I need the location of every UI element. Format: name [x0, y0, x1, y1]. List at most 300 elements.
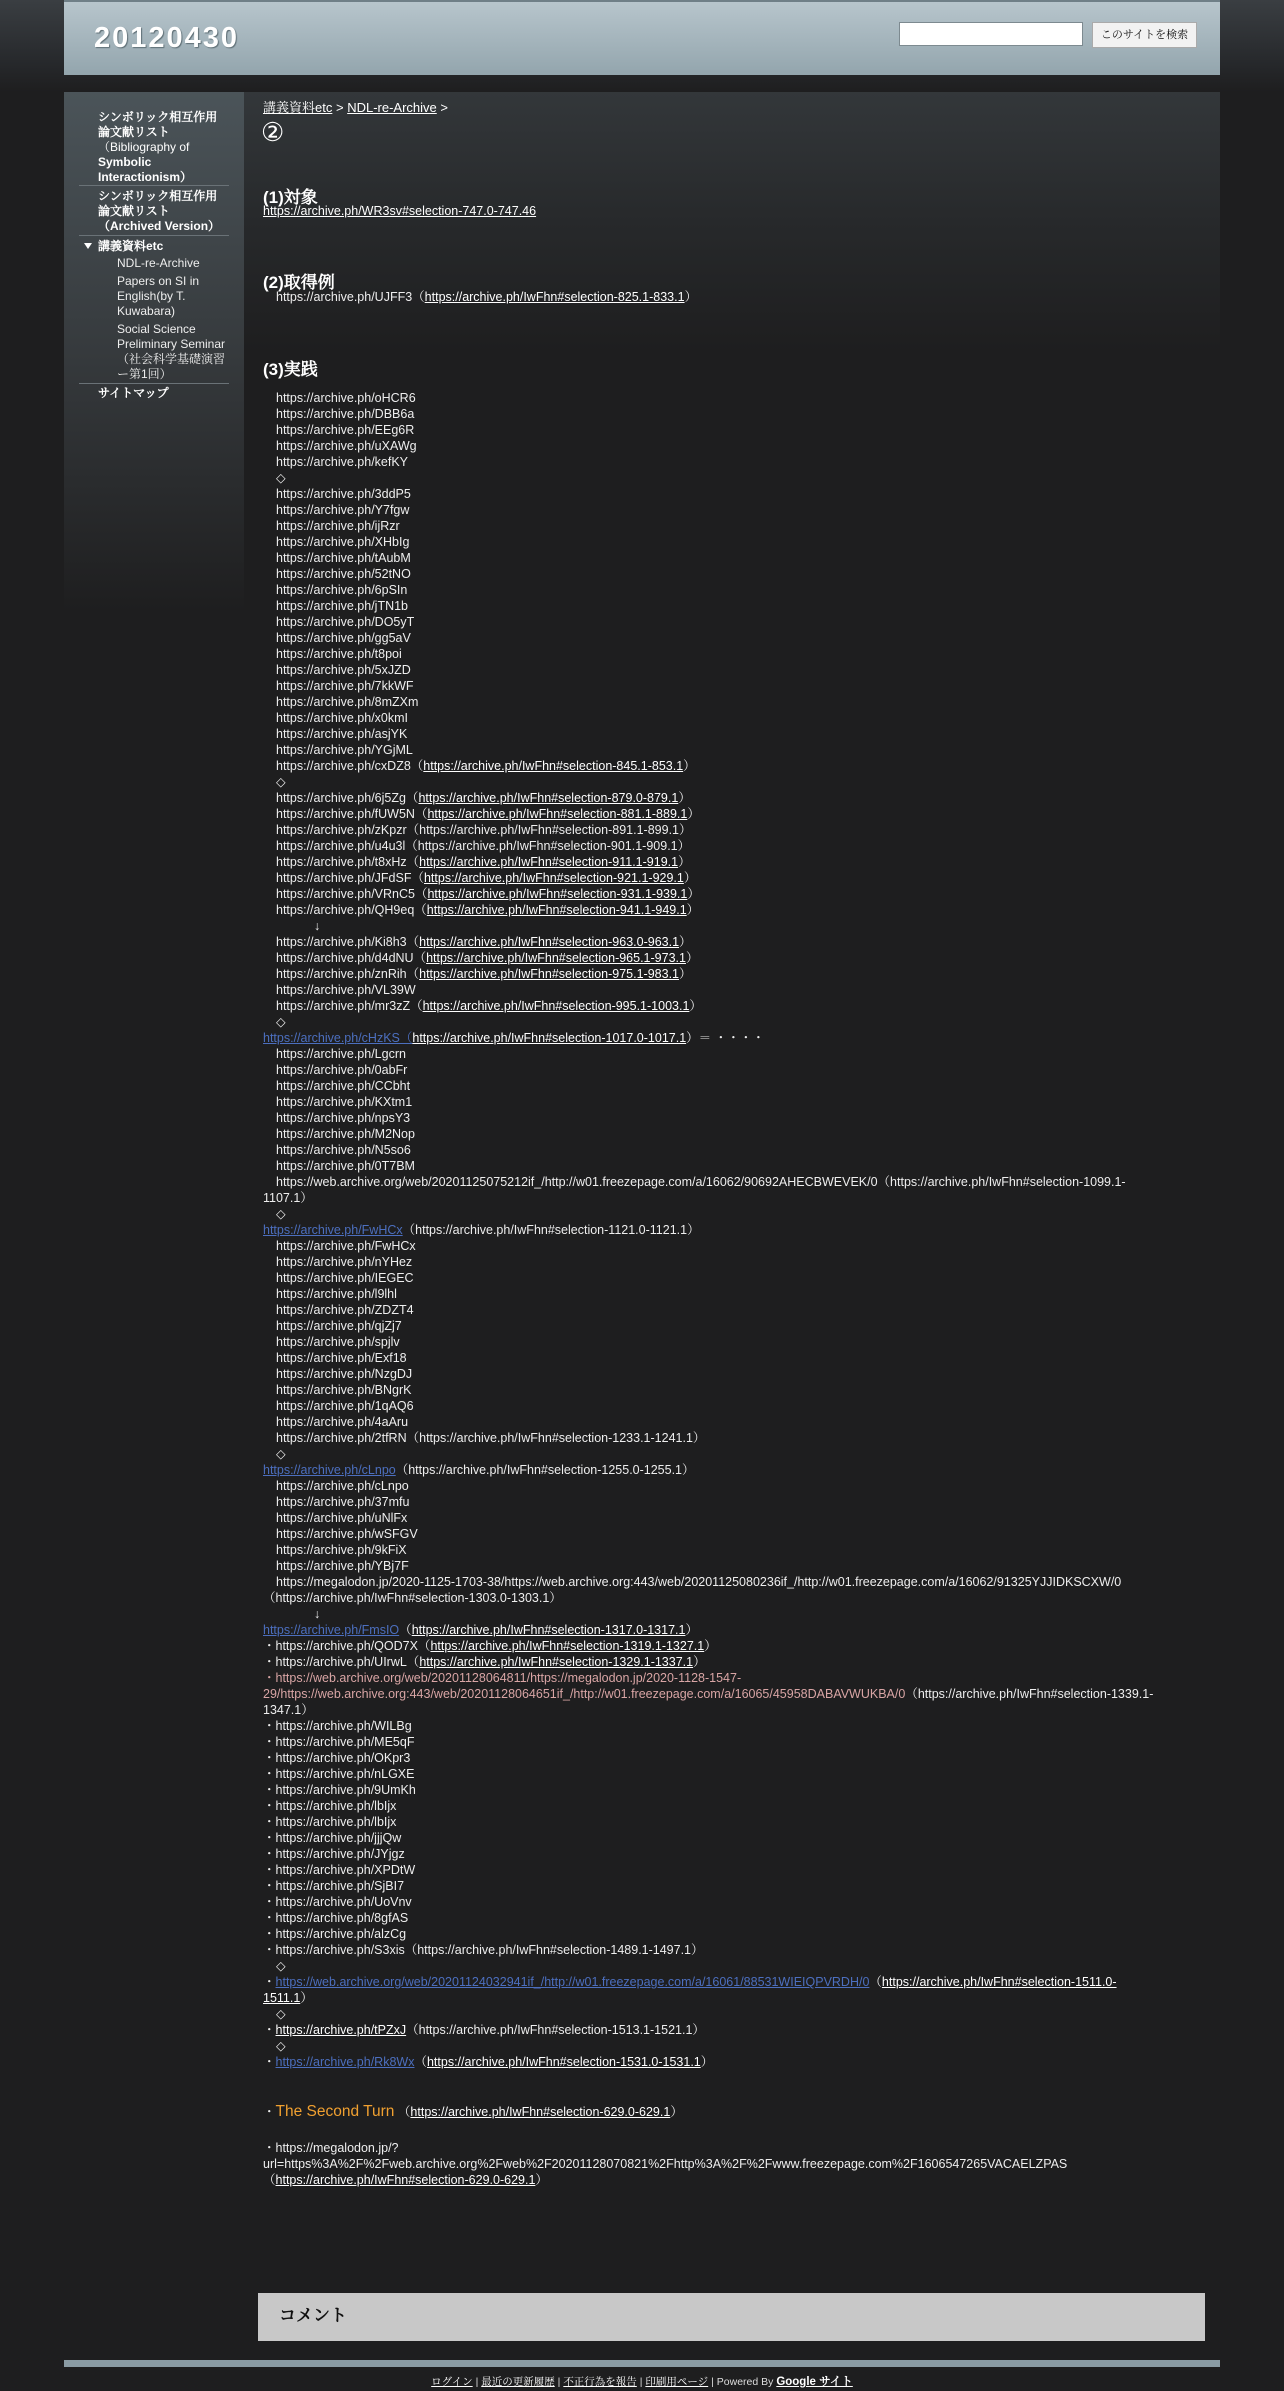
list-item [263, 902, 699, 918]
list-item [263, 1302, 414, 1318]
list-item-text: https://archive.ph/l9lhl [276, 1287, 397, 1301]
list-item [263, 390, 416, 406]
list-item-text: https://archive.ph/u4u3l（https://archive.ph/IwFhn#selection-901.1-909.1） [276, 839, 691, 853]
list-item-text: ・https://archive.ph/alzCg [263, 1927, 407, 1941]
list-item [263, 1878, 404, 1894]
list-item-text: https://archive.ph/znRih（ [276, 967, 420, 981]
list-item-text: https://archive.ph/qjZj7 [276, 1319, 402, 1333]
punctuation: （ [399, 1623, 412, 1637]
list-item-text: https://archive.ph/37mfu [276, 1495, 410, 1509]
list-item-text: （https://archive.ph/IwFhn#selection-1303.0-1303.1） [263, 1591, 562, 1605]
list-item-text: ・https://archive.ph/UIrwL（ [263, 1655, 420, 1669]
punctuation: ） [679, 967, 692, 981]
archive-link[interactable]: https://web.archive.org/web/20201124032941if_/http://w01.freezepage.com/a/16061/88531WIEIQPVRDH/0 [275, 1975, 870, 1989]
list-item [263, 1190, 313, 1206]
list-item-text: https://archive.ph/5xJZD [276, 663, 411, 677]
punctuation: ） [670, 2105, 683, 2119]
punctuation: ・ [263, 2055, 276, 2069]
list-item-text: https://archive.ph/cxDZ8（ [276, 759, 424, 773]
list-item [263, 1206, 286, 1222]
list-item-text: https://archive.ph/BNgrK [276, 1383, 412, 1397]
sidebar-item-archived-version[interactable]: シンボリック相互作用 論文献リスト （Archived Version） [98, 189, 221, 233]
list-item [263, 1750, 410, 1766]
list-item-text: https://archive.ph/uNlFx [276, 1511, 408, 1525]
list-item-text: https://archive.ph/fUW5N（ [276, 807, 428, 821]
list-item-text: ↓ [314, 1607, 321, 1621]
list-item [263, 1318, 402, 1334]
sidebar [64, 92, 244, 2278]
list-item [263, 1526, 418, 1542]
selection-link[interactable]: https://archive.ph/IwFhn#selection-1317.0-1317.1 [411, 1623, 686, 1637]
sidebar-item-lecture-materials[interactable]: 講義資料etc [98, 239, 164, 253]
list-item [263, 470, 286, 486]
list-item-text: https://archive.ph/QH9eq（ [276, 903, 427, 917]
list-item-text: https://archive.ph/zKpzr（https://archive.ph/IwFhn#selection-891.1-899.1） [276, 823, 692, 837]
breadcrumb-separator: > [440, 100, 448, 115]
list-item-text: ・https://archive.ph/9UmKh [263, 1783, 416, 1797]
list-item-text: （https://archive.ph/IwFhn#selection-1255.0-1255.1） [395, 1463, 695, 1477]
list-item [263, 2054, 713, 2070]
punctuation: ・ [263, 2023, 276, 2037]
google-sites-link[interactable]: Google サイト [776, 2376, 853, 2388]
sidebar-divider [79, 235, 229, 236]
list-item [263, 2140, 399, 2156]
list-item [263, 2104, 683, 2120]
site-title[interactable]: 20120430 [94, 22, 240, 54]
list-item-text: https://archive.ph/Y7fgw [276, 503, 410, 517]
search-button[interactable]: このサイトを検索 [1092, 22, 1197, 48]
list-item-text: ◇ [276, 1015, 286, 1029]
list-item-text: https://archive.ph/nYHez [276, 1255, 413, 1269]
punctuation: ） [687, 887, 700, 901]
list-item-text: （https://archive.ph/IwFhn#selection-1121.0-1121.1） [402, 1223, 700, 1237]
list-item [263, 518, 400, 534]
list-item-text: ・https://archive.ph/jjjQw [263, 1831, 402, 1845]
list-item-text: https://archive.ph/ijRzr [276, 519, 400, 533]
selection-link[interactable]: https://archive.ph/tPZxJ [275, 2023, 407, 2037]
punctuation: ） [686, 903, 700, 917]
list-item [263, 1542, 407, 1558]
list-item-text: 1107.1） [263, 1191, 313, 1205]
list-item-text: https://archive.ph/7kkWF [276, 679, 414, 693]
sidebar-item-social-science-seminar[interactable]: Social Science Preliminary Seminar （社会科学基礎演習 ー第1回） [117, 322, 226, 381]
list-item-text: https://archive.ph/VRnC5（ [276, 887, 428, 901]
sidebar-divider [79, 383, 229, 384]
section-heading: (3)実践 [263, 360, 318, 379]
list-item [263, 1862, 415, 1878]
selection-link[interactable]: https://archive.ph/IwFhn#selection-881.1-889.1 [427, 807, 688, 821]
sidebar-item-bibliography[interactable]: シンボリック相互作用 論文献リスト （Bibliography of Symbolic Interactionism） [98, 110, 218, 184]
list-item [263, 1222, 700, 1238]
list-item-text: 1347.1） [263, 1703, 314, 1717]
list-item [263, 982, 416, 998]
list-item-text: ・https://archive.ph/XPDtW [263, 1863, 416, 1877]
punctuation: ） [689, 999, 702, 1013]
selection-link[interactable]: https://archive.ph/IwFhn#selection-963.0-963.1 [419, 935, 680, 949]
list-item-text: https://archive.ph/YBj7F [276, 1559, 409, 1573]
punctuation: ） [679, 935, 692, 949]
list-item [263, 502, 409, 518]
target-link[interactable]: https://archive.ph/WR3sv#selection-747.0-747.46 [263, 204, 537, 218]
list-item-text: https://archive.ph/x0kmI [276, 711, 409, 725]
list-item [263, 1702, 314, 1718]
archive-link[interactable]: https://archive.ph/cLnpo [263, 1463, 396, 1477]
list-item [263, 1334, 400, 1350]
list-item-text: url=https%3A%2F%2Fweb.archive.org%2Fweb%2F20201128070821%2Fhttp%3A%2F%2Fwww.freezepage.com%2F1606547265VACAELZPAS [263, 2157, 1068, 2171]
list-item [263, 1974, 1117, 1990]
list-item [263, 1958, 286, 1974]
list-item [263, 630, 411, 646]
list-item-text: ・https://archive.ph/WILBg [263, 1719, 412, 1733]
punctuation: ） [700, 2055, 714, 2069]
list-item-text: ◇ [276, 2007, 286, 2021]
list-item-text: ・https://archive.ph/lbIjx [263, 1799, 397, 1813]
list-item [263, 1926, 406, 1942]
list-item-text: ・https://archive.ph/ME5qF [263, 1735, 415, 1749]
list-item [263, 646, 402, 662]
second-turn-label: The Second Turn [275, 2103, 395, 2120]
list-item [263, 1382, 411, 1398]
list-item [263, 854, 691, 870]
selection-link[interactable]: https://archive.ph/IwFhn#selection-1329.1-1337.1 [419, 1655, 694, 1669]
punctuation: （ [263, 2173, 276, 2187]
breadcrumb [263, 97, 448, 116]
list-item-text: https://archive.ph/8mZXm [276, 695, 419, 709]
breadcrumb-link-ndl[interactable]: NDL-re-Archive [347, 100, 437, 115]
list-item-text: https://archive.ph/Ki8h3（ [276, 935, 420, 949]
list-item-text: https://archive.ph/EEg6R [276, 423, 415, 437]
list-item-text: ◇ [276, 1207, 286, 1221]
list-item [263, 438, 417, 454]
list-item-text: ↓ [314, 919, 321, 933]
punctuation: ） [683, 871, 697, 885]
selection-link[interactable]: https://archive.ph/IwFhn#selection-1531.0-1531.1 [426, 2055, 701, 2069]
list-item-text: ）＝ ・・・・ [686, 1031, 765, 1045]
section-heading: (2)取得例 [263, 273, 335, 292]
list-item-text: https://archive.ph/DO5yT [276, 615, 415, 629]
list-item [263, 662, 411, 678]
sidebar-item-papers-on-si[interactable]: Papers on SI in English(by T. Kuwabara) [117, 274, 200, 318]
list-item-text: https://archive.ph/6j5Zg（ [276, 791, 419, 805]
list-item [263, 2156, 1067, 2172]
list-item-text: https://archive.ph/ZDZT4 [276, 1303, 414, 1317]
list-item [263, 1062, 407, 1078]
list-item [263, 934, 692, 950]
list-item-text: https://archive.ph/N5so6 [276, 1143, 411, 1157]
list-item-text: https://archive.ph/t8xHz（ [276, 855, 420, 869]
list-item [263, 422, 414, 438]
sidebar-item-ndl-re-archive[interactable]: NDL-re-Archive [117, 256, 200, 270]
list-item [263, 1366, 412, 1382]
list-item [263, 1734, 414, 1750]
list-item [263, 1110, 410, 1126]
list-item [263, 1030, 765, 1046]
punctuation: ・ [263, 1975, 276, 1989]
list-item [263, 726, 407, 742]
list-item-text: https://web.archive.org/web/20201125075212if_/http://w01.freezepage.com/a/16062/90692AHECBWEVEK/0（https://archive.ph/IwFhn#selection-1099.1- [276, 1175, 1126, 1189]
list-item [263, 582, 407, 598]
selection-link[interactable]: https://archive.ph/IwFhn#selection-965.1-973.1 [426, 951, 686, 965]
list-item-text: https://archive.ph/wSFGV [276, 1527, 418, 1541]
list-item-text: https://archive.ph/KXtm1 [276, 1095, 413, 1109]
list-item [263, 1910, 408, 1926]
list-item [263, 1718, 412, 1734]
list-item [263, 694, 418, 710]
selection-link[interactable]: https://archive.ph/IwFhn#selection-975.1-983.1 [419, 967, 680, 981]
list-item [263, 1414, 408, 1430]
list-item-text: https://archive.ph/JFdSF（ [276, 871, 424, 885]
list-item [263, 1990, 313, 2006]
punctuation: ） [693, 1655, 706, 1669]
list-item-text: https://archive.ph/DBB6a [276, 407, 415, 421]
list-item-text: https://archive.ph/cLnpo [276, 1479, 409, 1493]
list-item [263, 550, 411, 566]
list-item-text: https://archive.ph/VL39W [276, 983, 416, 997]
list-item-text: ・https://archive.ph/8gfAS [263, 1911, 409, 1925]
list-item-text: ・https://archive.ph/QOD7X（ [263, 1639, 431, 1653]
selection-link[interactable]: https://archive.ph/IwFhn#selection-1511.0- [881, 1975, 1117, 1989]
breadcrumb-link-lecture[interactable]: 講義資料etc [263, 100, 333, 115]
list-item [263, 1590, 562, 1606]
breadcrumb-separator: > [335, 100, 344, 115]
footer: ログイン | 最近の更新履歴 | 不正行為を報告 | 印刷用ページ | Powered By Google サイト [431, 2376, 853, 2388]
list-item [263, 1158, 415, 1174]
list-item [263, 1654, 706, 1670]
list-item-text: https://archive.ph/XHbIg [276, 535, 410, 549]
list-item-text: https://archive.ph/52tNO [276, 567, 411, 581]
list-item-text: https://archive.ph/kefKY [276, 455, 409, 469]
archive-link[interactable]: https://archive.ph/Rk8Wx [275, 2055, 415, 2069]
punctuation: ） [535, 2173, 548, 2187]
list-item [263, 1238, 416, 1254]
list-item [263, 838, 690, 854]
list-item-text: https://archive.ph/npsY3 [276, 1111, 411, 1125]
list-item-text: https://archive.ph/2tfRN（https://archive.ph/IwFhn#selection-1233.1-1241.1） [276, 1431, 706, 1445]
list-item-text: https://archive.ph/YGjML [276, 743, 413, 757]
site-header [64, 0, 1220, 75]
list-item [263, 998, 702, 1014]
list-item-text: https://archive.ph/Lgcrn [276, 1047, 406, 1061]
list-item-text: （https://archive.ph/IwFhn#selection-1339.1- [905, 1687, 1154, 1701]
list-item-text: ・https://archive.ph/OKpr3 [263, 1751, 411, 1765]
list-item-text: https://archive.ph/jTN1b [276, 599, 409, 613]
list-item [263, 1830, 401, 1846]
comment-title: コメント [279, 2306, 347, 2325]
list-item [263, 886, 700, 902]
list-item [263, 1174, 1126, 1190]
list-item [263, 1894, 412, 1910]
list-item-text: https://archive.ph/CCbht [276, 1079, 411, 1093]
list-item-text: ・https://archive.ph/SjBI7 [263, 1879, 405, 1893]
sidebar-divider [79, 185, 229, 186]
search-input[interactable] [899, 22, 1083, 46]
list-item [263, 486, 411, 502]
selection-link[interactable]: https://archive.ph/IwFhn#selection-845.1-853.1 [423, 759, 684, 773]
list-item [263, 454, 408, 470]
list-item [263, 406, 414, 422]
list-item [263, 1046, 406, 1062]
list-item-text: ・https://archive.ph/lbIjx [263, 1815, 397, 1829]
list-item-text: https://archive.ph/6pSIn [276, 583, 408, 597]
list-item [263, 1798, 396, 1814]
list-item [263, 710, 408, 726]
list-item [263, 774, 286, 790]
list-item-text: https://archive.ph/asjYK [276, 727, 408, 741]
comment-section [258, 2293, 1205, 2341]
list-item-text: https://archive.ph/NzgDJ [276, 1367, 413, 1381]
archive-link[interactable]: https://archive.ph/FwHCx [263, 1223, 403, 1237]
list-item-text: https://archive.ph/mr3zZ（ [276, 999, 423, 1013]
selection-link[interactable]: https://archive.ph/IwFhn#selection-941.1-949.1 [426, 903, 687, 917]
list-item [263, 918, 320, 934]
list-item-text: ・https://archive.ph/S3xis（https://archive.ph/IwFhn#selection-1489.1-1497.1） [263, 1943, 704, 1957]
list-item [263, 1430, 705, 1446]
list-item-text: https://archive.ph/gg5aV [276, 631, 411, 645]
page-title: ② [261, 117, 285, 147]
list-item [263, 598, 408, 614]
selection-link[interactable]: https://archive.ph/IwFhn#selection-879.0-879.1 [418, 791, 679, 805]
list-item-text: https://archive.ph/FwHCx [276, 1239, 416, 1253]
selection-link[interactable]: https://archive.ph/IwFhn#selection-629.0-629.1 [410, 2105, 671, 2119]
punctuation: ） [678, 855, 691, 869]
list-item [263, 1510, 407, 1526]
footer-divider [64, 2360, 1220, 2367]
list-item-text: ◇ [276, 1959, 286, 1973]
list-item-text: ◇ [276, 471, 286, 485]
selection-link[interactable]: https://archive.ph/IwFhn#selection-931.1-939.1 [427, 887, 688, 901]
list-item-text: https://archive.ph/4aAru [276, 1415, 409, 1429]
list-item [263, 1942, 704, 1958]
list-item-text: https://archive.ph/M2Nop [276, 1127, 415, 1141]
list-item-text: https://archive.ph/0T7BM [276, 1159, 415, 1173]
list-item [263, 1254, 412, 1270]
list-item [263, 1462, 695, 1478]
punctuation: ） [687, 807, 700, 821]
print-page-link[interactable]: 印刷用ページ [645, 2376, 709, 2388]
punctuation: ） [685, 951, 699, 965]
report-abuse-link[interactable]: 不正行為を報告 [563, 2376, 637, 2388]
selection-link[interactable]: https://archive.ph/IwFhn#selection-921.1-929.1 [423, 871, 684, 885]
list-item [263, 870, 696, 886]
list-item [263, 1846, 405, 1862]
punctuation: ・ [263, 2105, 276, 2119]
punctuation: ） [300, 1991, 313, 2005]
selection-link[interactable]: https://archive.ph/IwFhn#selection-1017.0-1017.1 [412, 1031, 687, 1045]
list-item [263, 742, 413, 758]
list-item [263, 2022, 705, 2038]
list-item-text: https://archive.ph/0abFr [276, 1063, 408, 1077]
list-item [263, 758, 696, 774]
list-item [263, 1094, 412, 1110]
list-item [263, 1286, 397, 1302]
list-item-text: https://archive.ph/t8poi [276, 647, 402, 661]
list-item-text: https://archive.ph/d4dNU（ [276, 951, 427, 965]
list-item [263, 1606, 320, 1622]
list-item [263, 566, 411, 582]
section-heading: (1)対象 [263, 188, 318, 207]
punctuation: （ [394, 2105, 411, 2119]
list-item [263, 1670, 741, 1686]
expand-triangle-icon[interactable] [84, 243, 92, 249]
list-item [263, 966, 692, 982]
list-item-text: ・https://archive.ph/nLGXE [263, 1767, 415, 1781]
recent-changes-link[interactable]: 最近の更新履歴 [481, 2376, 555, 2388]
list-item [263, 1814, 396, 1830]
list-item-text: https://archive.ph/spjlv [276, 1335, 400, 1349]
list-item [263, 678, 414, 694]
list-item [263, 2038, 286, 2054]
selection-link[interactable]: https://archive.ph/IwFhn#selection-629.0-629.1 [275, 2173, 536, 2187]
list-item-text: https://archive.ph/uXAWg [276, 439, 417, 453]
list-item [263, 534, 409, 550]
list-item [263, 950, 698, 966]
list-item-text: https://megalodon.jp/2020-1125-1703-38/https://web.archive.org:443/web/20201125080236if_/http://w01.freezepage.com/a/16062/91325YJJIDKSCXW/0 [276, 1575, 1122, 1589]
list-item-text: （https://archive.ph/IwFhn#selection-1513.1-1521.1） [406, 2023, 705, 2037]
powered-by-label: Powered By [716, 2376, 774, 2388]
list-item [263, 822, 692, 838]
login-link[interactable]: ログイン [431, 2376, 473, 2388]
list-item-text: https://archive.ph/Exf18 [276, 1351, 407, 1365]
selection-link[interactable]: 1511.1 [263, 1991, 301, 2005]
sidebar-item-sitemap[interactable]: サイトマップ [98, 386, 169, 400]
list-item-text: ・https://archive.ph/UoVnv [263, 1895, 412, 1909]
list-item [263, 1014, 286, 1030]
list-item [263, 1766, 414, 1782]
list-item [263, 1142, 411, 1158]
list-item-text: ・https://archive.ph/JYjgz [263, 1847, 405, 1861]
archive-url-text: 29/https://web.archive.org:443/web/20201128064651if_/http://w01.freezepage.com/a/16065/45958DABAVWUKBA/0 [263, 1687, 906, 1701]
list-item [263, 790, 691, 806]
list-item [263, 806, 700, 822]
list-item [263, 614, 414, 630]
selection-link[interactable]: https://archive.ph/IwFhn#selection-995.1-1003.1 [422, 999, 690, 1013]
list-item-text: https://archive.ph/oHCR6 [276, 391, 416, 405]
list-item [263, 1686, 1153, 1702]
archive-url-text: ・https://web.archive.org/web/20201128064811/https://megalodon.jp/2020-1128-1547- [263, 1671, 742, 1685]
list-item [263, 1574, 1121, 1590]
list-item-text: https://archive.ph/IEGEC [276, 1271, 414, 1285]
archive-link[interactable]: https://archive.ph/cHzKS（ [263, 1031, 413, 1045]
list-item [263, 1782, 416, 1798]
punctuation: ） [678, 791, 691, 805]
list-item [263, 2006, 286, 2022]
list-item [263, 1398, 414, 1414]
list-item-text: https://archive.ph/3ddP5 [276, 487, 411, 501]
list-item-text: ◇ [276, 2039, 286, 2053]
list-item [263, 1350, 407, 1366]
punctuation: ） [685, 1623, 698, 1637]
list-item-text: ◇ [276, 1447, 286, 1461]
punctuation: （ [414, 2055, 427, 2069]
list-item-text: ・https://megalodon.jp/? [263, 2141, 399, 2155]
list-item-text: https://archive.ph/9kFiX [276, 1543, 407, 1557]
list-item [263, 1494, 409, 1510]
list-item [263, 1446, 286, 1462]
punctuation: ） [683, 759, 696, 773]
list-item [263, 1126, 415, 1142]
list-item-text: ◇ [276, 775, 286, 789]
list-item [263, 1558, 409, 1574]
selection-link[interactable]: https://archive.ph/IwFhn#selection-911.1-919.1 [419, 855, 679, 869]
selection-link[interactable]: https://archive.ph/IwFhn#selection-825.1-833.1 [424, 290, 685, 304]
list-item [263, 1078, 410, 1094]
archive-link[interactable]: https://archive.ph/FmsIO [263, 1623, 400, 1637]
selection-link[interactable]: https://archive.ph/IwFhn#selection-1319.1-1327.1 [430, 1639, 705, 1653]
list-item: https://archive.ph/UJFF3（https://archive.ph/IwFhn#selection-825.1-833.1） [276, 290, 698, 304]
list-item-text: https://archive.ph/1qAQ6 [276, 1399, 414, 1413]
list-item [263, 1270, 414, 1286]
punctuation: ） [704, 1639, 717, 1653]
